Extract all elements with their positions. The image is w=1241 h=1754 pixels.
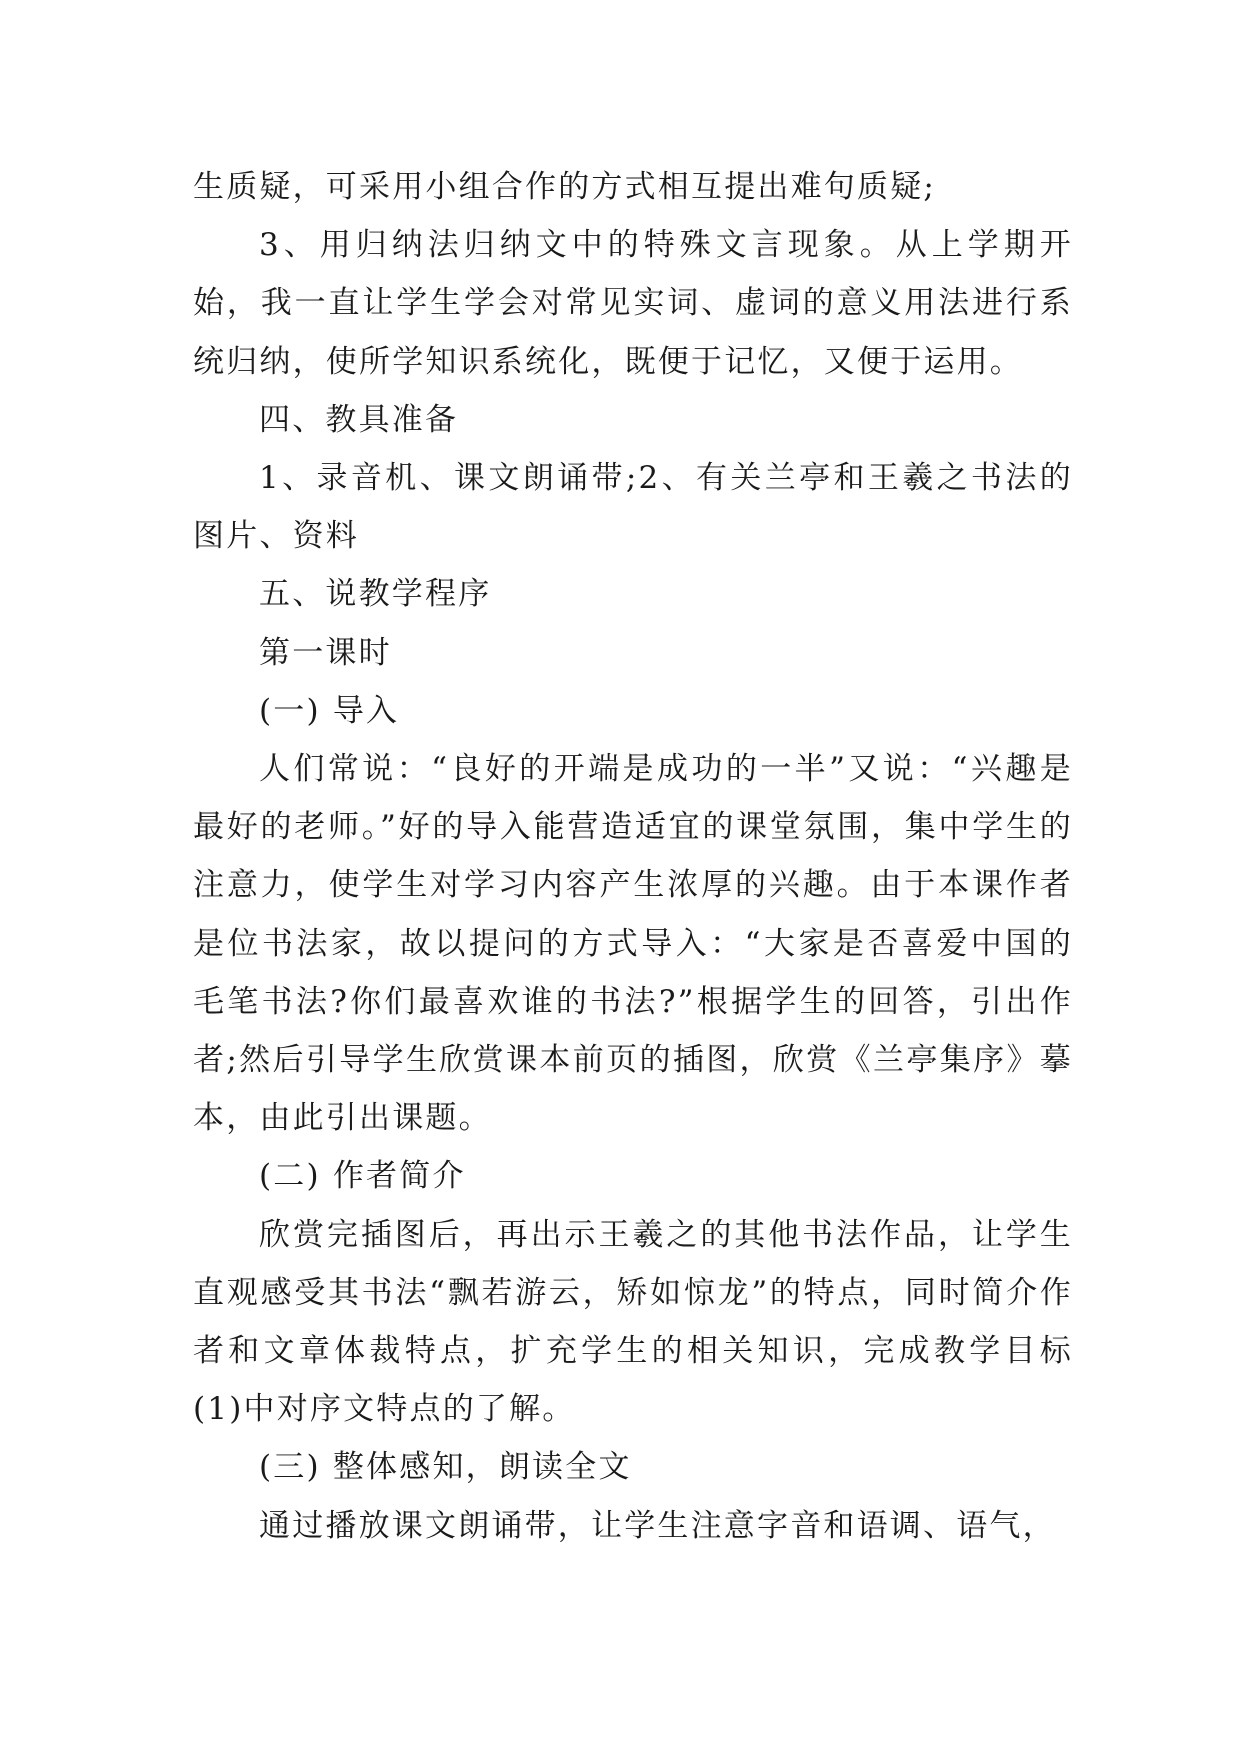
paragraph: 生质疑，可采用小组合作的方式相互提出难句质疑; xyxy=(193,169,937,205)
section-heading: 四、教具准备 xyxy=(259,401,459,438)
paragraph: 3、用归纳法归纳文中的特殊文言现象。从上学期开始，我一直让学生学会对常见实词、虚词的意义用法进行系统归纳，使所学知识系统化，既便于记忆，又便于运用。 xyxy=(193,227,1073,380)
paragraph: 通过播放课文朗诵带，让学生注意字音和语调、语气， xyxy=(259,1507,1056,1544)
subsection-heading: (一) 导入 xyxy=(259,692,400,729)
document-body xyxy=(193,158,1073,1555)
subsection-heading: (三) 整体感知，朗读全文 xyxy=(259,1449,632,1486)
section-heading: 五、说教学程序 xyxy=(259,576,492,613)
subsection-heading: (二) 作者简介 xyxy=(259,1158,466,1195)
paragraph: 欣赏完插图后，再出示王羲之的其他书法作品，让学生直观感受其书法“飘若游云，矫如惊龙”的特点，同时简介作者和文章体裁特点，扩充学生的相关知识，完成教学目标(1)中对序文特点的了解。 xyxy=(193,1216,1073,1428)
subsection-heading: 第一课时 xyxy=(259,634,392,671)
paragraph: 1、录音机、课文朗诵带;2、有关兰亭和王羲之书法的图片、资料 xyxy=(193,460,1073,555)
paragraph: 人们常说：“良好的开端是成功的一半”又说：“兴趣是最好的老师。”好的导入能营造适宜的课堂氛围，集中学生的注意力，使学生对学习内容产生浓厚的兴趣。由于本课作者是位书法家，故以提问的方式导入：“大家是否喜爱中国的毛笔书法?你们最喜欢谁的书法?”根据学生的回答，引出作者;然后引导学生欣赏课本前页的插图，欣赏《兰亭集序》摹本，由此引出课题。 xyxy=(193,751,1073,1137)
